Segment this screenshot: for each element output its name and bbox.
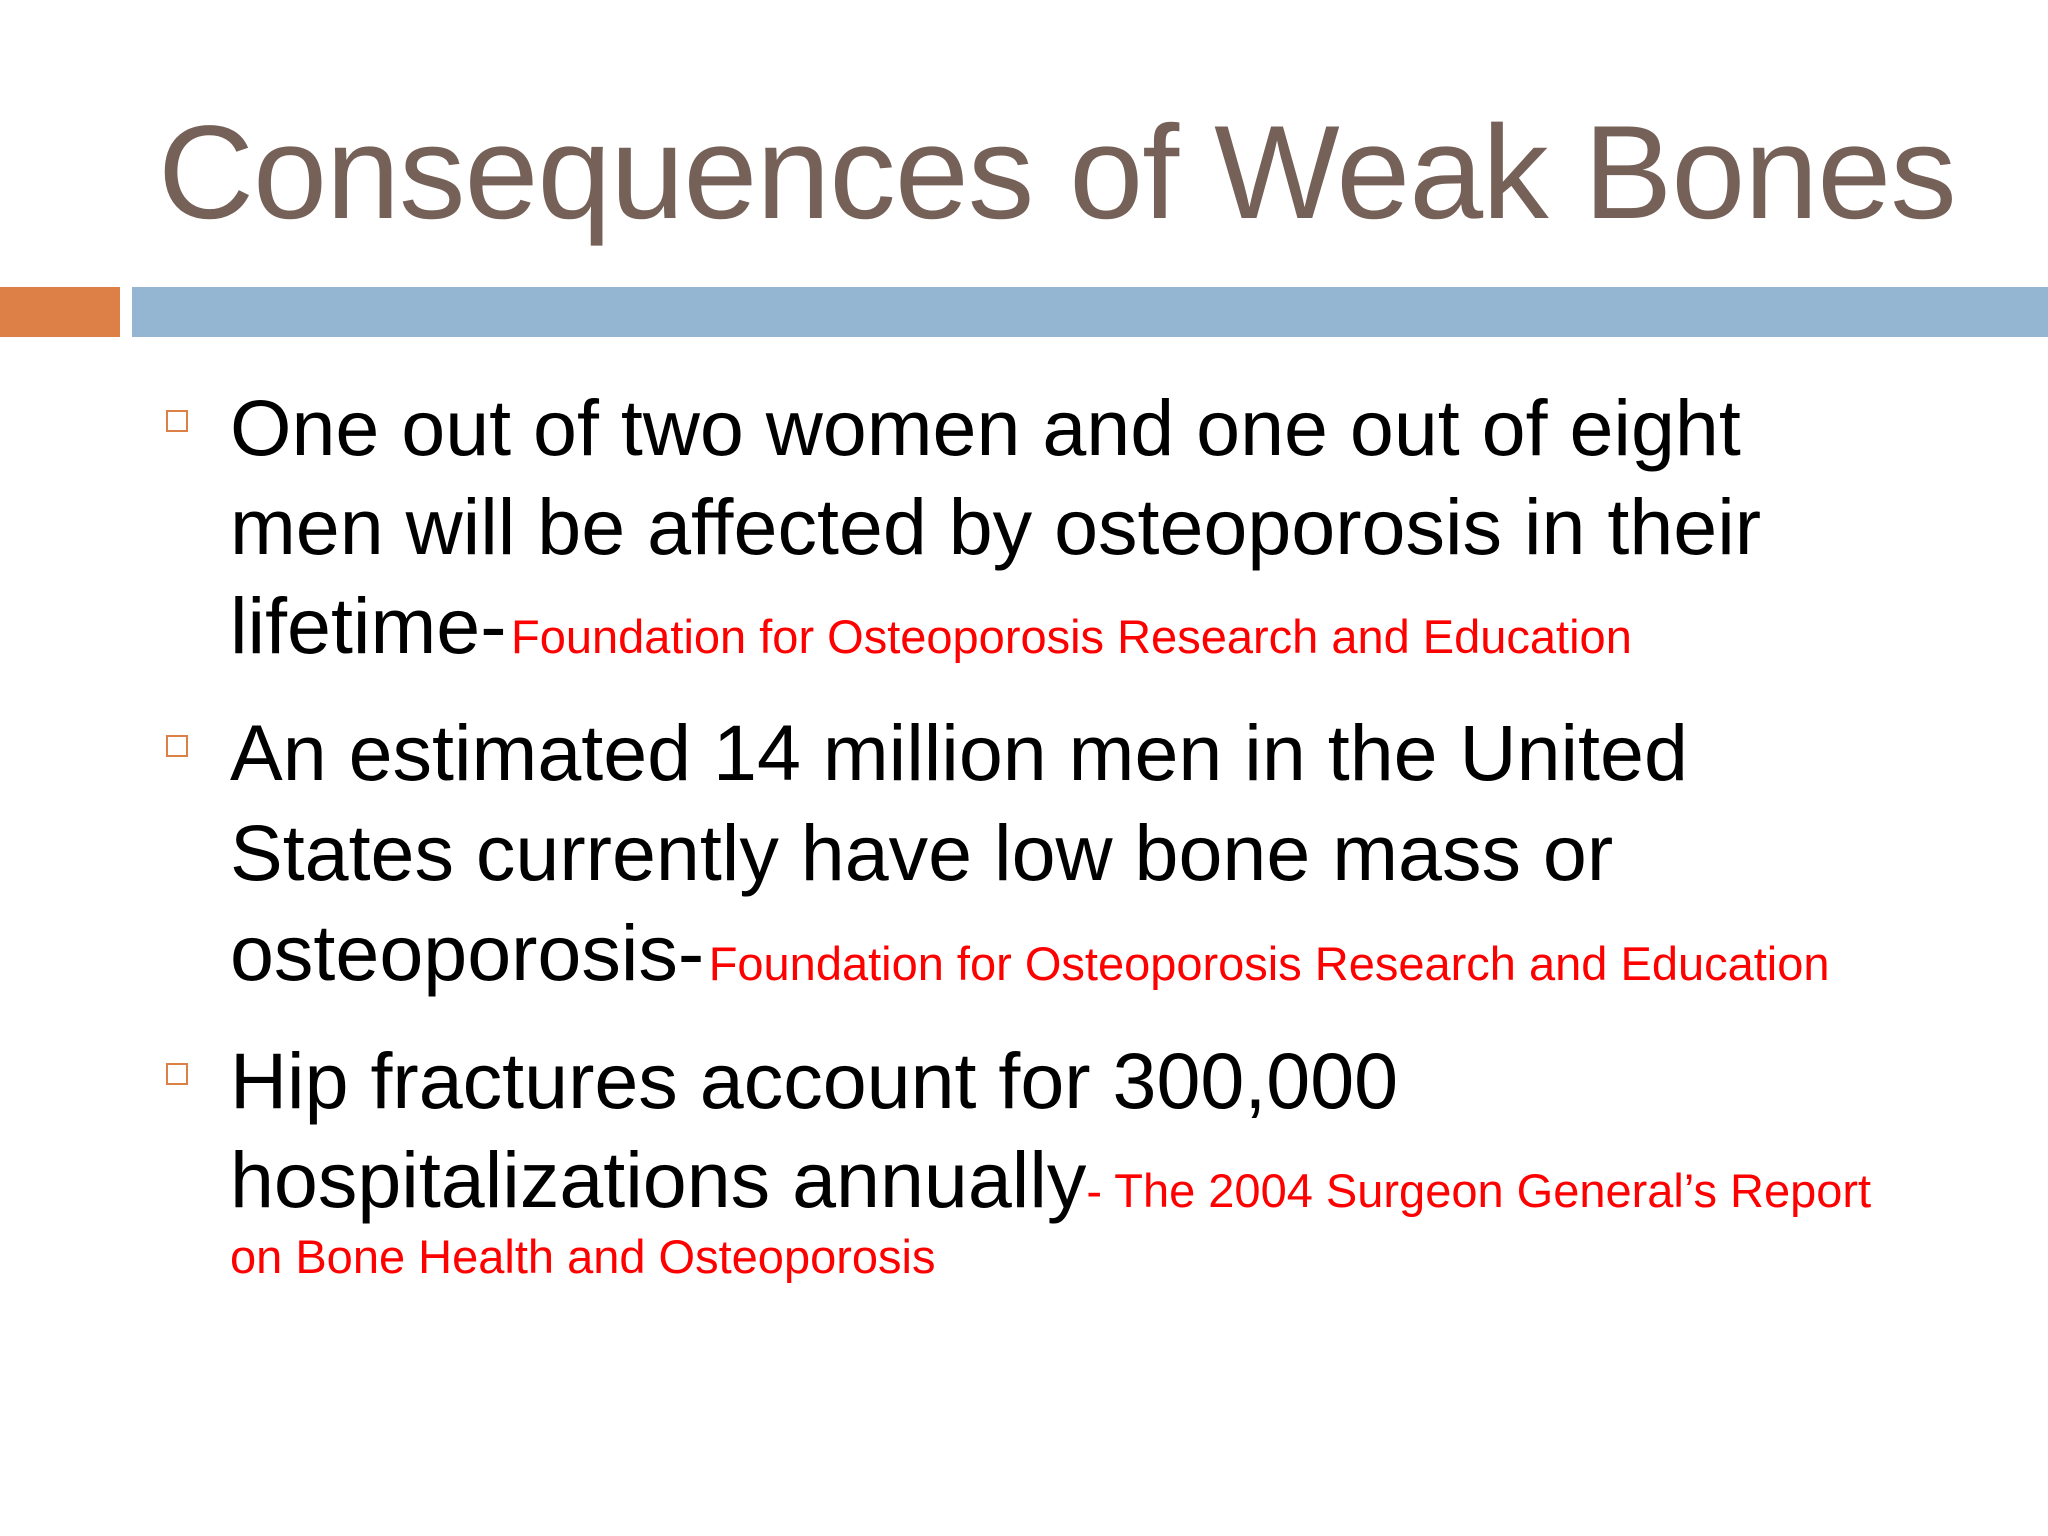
bullet-item: [160, 703, 1880, 1003]
bullet-item: [160, 1031, 1880, 1284]
bullet-list: [160, 378, 1880, 1312]
square-bullet-icon: [166, 1063, 188, 1085]
accent-bar-blue: [132, 287, 2048, 337]
accent-bar-orange: [0, 287, 120, 337]
citation: Foundation for Osteoporosis Research and Education: [708, 937, 1830, 990]
bullet-text: One out of two women and one out of eight men will be affected by osteoporosis in their lifetime-: [230, 383, 1762, 670]
citation: Foundation for Osteoporosis Research and Education: [511, 610, 1632, 663]
slide-title: Consequences of Weak Bones: [158, 99, 1956, 247]
bullet-item: [160, 378, 1880, 675]
bullet-text: An estimated 14 million men in the United States currently have low bone mass or osteoporosis-: [230, 708, 1688, 997]
square-bullet-icon: [166, 410, 188, 432]
bullet-text: Hip fractures account for 300,000 hospitalizations annually: [230, 1036, 1399, 1224]
square-bullet-icon: [166, 735, 188, 757]
citation: - The 2004 Surgeon General’s Report on Bone Health and Osteoporosis: [230, 1164, 1872, 1283]
